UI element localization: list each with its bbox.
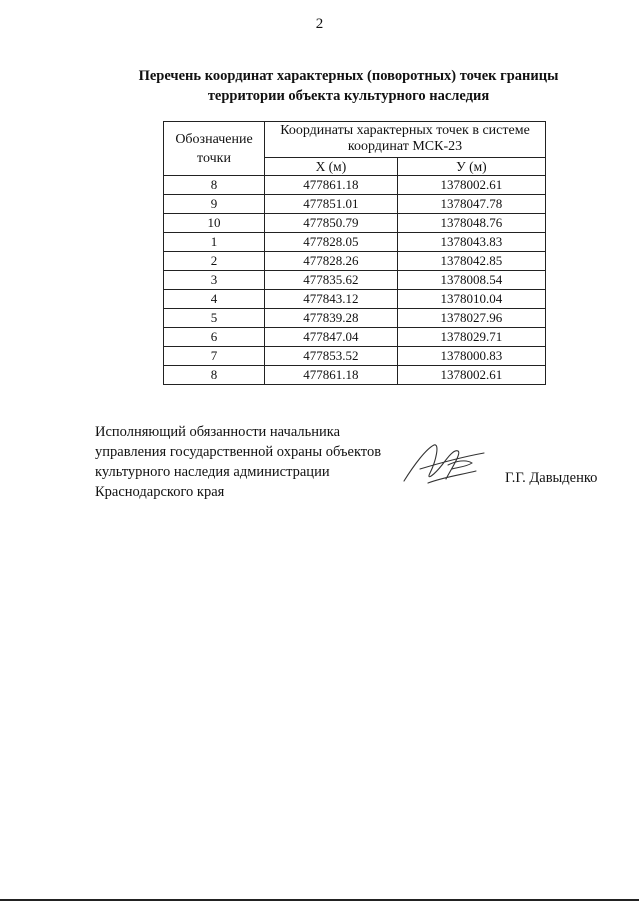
y-cell: 1378042.85 [397, 252, 545, 271]
header-group-line-2: координат МСК-23 [347, 139, 463, 155]
title-line-2: территории объекта культурного наследия [207, 88, 490, 104]
header-x: X (м) [265, 157, 398, 175]
table-row [164, 271, 546, 290]
x-cell: 477850.79 [265, 214, 398, 233]
y-cell: 1378047.78 [397, 195, 545, 214]
table-row [164, 214, 546, 233]
x-cell: 477843.12 [265, 290, 398, 309]
point-cell: 8 [164, 176, 265, 195]
header-group-line-1: Координаты характерных точек в системе [280, 123, 530, 139]
y-cell: 1378043.83 [397, 233, 545, 252]
table-row [164, 309, 546, 328]
y-cell: 1378000.83 [397, 347, 545, 366]
point-cell: 10 [164, 214, 265, 233]
x-cell: 477835.62 [265, 271, 398, 290]
position-line-3: культурного наследия администрации [95, 464, 330, 480]
x-cell: 477861.18 [265, 176, 398, 195]
y-cell: 1378010.04 [397, 290, 545, 309]
x-cell: 477861.18 [265, 366, 398, 385]
point-cell: 9 [164, 195, 265, 214]
x-cell: 477851.01 [265, 195, 398, 214]
header-point-line-2: точки [197, 150, 231, 166]
y-cell: 1378002.61 [397, 176, 545, 195]
title-line-1: Перечень координат характерных (поворотных) точек границы [138, 68, 559, 84]
x-cell: 477847.04 [265, 328, 398, 347]
y-cell: 1378048.76 [397, 214, 545, 233]
signatory-position [95, 422, 381, 502]
point-cell: 7 [164, 347, 265, 366]
x-cell: 477828.05 [265, 233, 398, 252]
table-row [164, 290, 546, 309]
coordinates-table [163, 121, 546, 385]
x-cell: 477853.52 [265, 347, 398, 366]
header-coordinates-group [265, 122, 546, 158]
point-cell: 2 [164, 252, 265, 271]
header-y: У (м) [397, 157, 545, 175]
table-row [164, 195, 546, 214]
point-cell: 1 [164, 233, 265, 252]
x-cell: 477839.28 [265, 309, 398, 328]
y-cell: 1378029.71 [397, 328, 545, 347]
table-row [164, 252, 546, 271]
point-cell: 6 [164, 328, 265, 347]
position-line-1: Исполняющий обязанности начальника [95, 424, 341, 440]
position-line-4: Краснодарского края [95, 484, 225, 500]
table-row [164, 176, 546, 195]
position-line-2: управления государственной охраны объектов [95, 444, 382, 460]
table-row [164, 347, 546, 366]
handwritten-signature [400, 435, 490, 495]
point-cell: 8 [164, 366, 265, 385]
y-cell: 1378002.61 [397, 366, 545, 385]
page-number: 2 [315, 16, 324, 32]
signatory-name: Г.Г. Давыденко [505, 470, 598, 486]
document-title [60, 66, 637, 106]
y-cell: 1378027.96 [397, 309, 545, 328]
header-point-line-1: Обозначение [175, 131, 253, 147]
point-cell: 5 [164, 309, 265, 328]
x-cell: 477828.26 [265, 252, 398, 271]
table-row [164, 366, 546, 385]
point-cell: 4 [164, 290, 265, 309]
bottom-divider [0, 899, 639, 901]
table-row [164, 328, 546, 347]
table-row [164, 233, 546, 252]
header-point [164, 122, 265, 176]
y-cell: 1378008.54 [397, 271, 545, 290]
point-cell: 3 [164, 271, 265, 290]
